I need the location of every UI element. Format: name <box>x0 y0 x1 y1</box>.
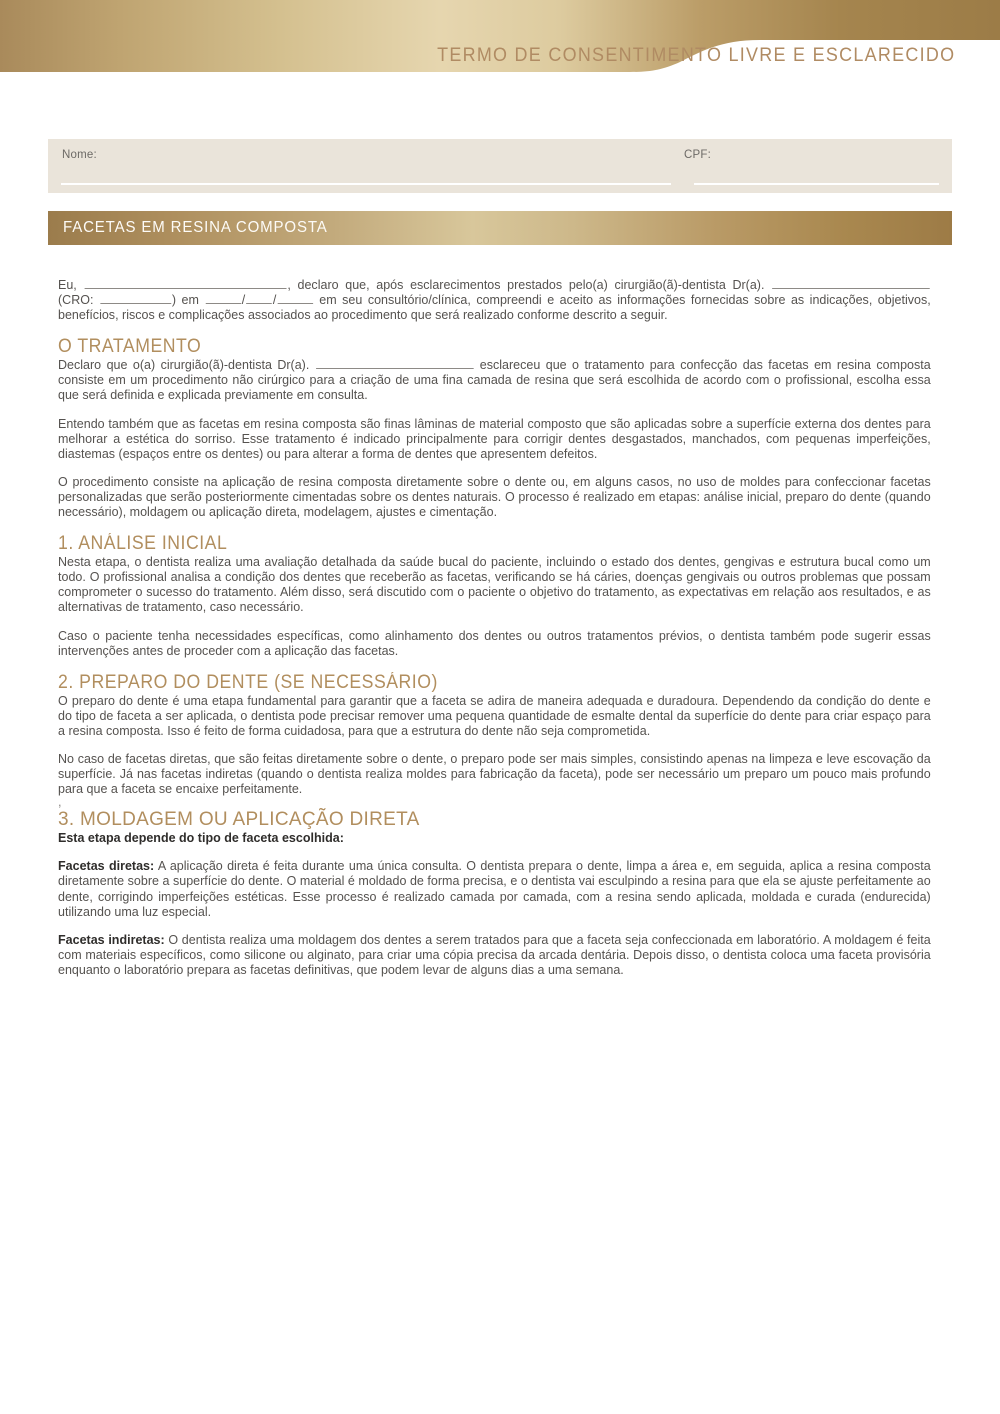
document-body <box>58 278 944 991</box>
paragraph-facetas-indiretas <box>58 933 931 978</box>
tratamento-1-pre: Declaro que o(a) cirurgião(ã)-dentista Dr(a). <box>58 358 310 373</box>
blank-ano[interactable] <box>277 293 312 304</box>
facetas-diretas-label: Facetas diretas: <box>58 859 155 874</box>
heading-preparo-do-dente: 2. PREPARO DO DENTE (SE NECESSÁRIO) <box>58 671 438 693</box>
blank-nome[interactable] <box>84 278 286 289</box>
moldagem-lead-text <box>58 831 931 846</box>
intro-part-3: (CRO: <box>58 293 94 308</box>
intro-paragraph: Eu, , declaro que, após esclarecimentos prestados pelo(a) cirurgião(ã)-dentista Dr(a). (CRO: ) em / / em seu consultório/clínica, compreendi e aceito as informações fornecidas sobre as indicações, objetivos, benefícios, riscos e complicações associados ao procedimento que será realizado conforme descrito a seguir. <box>58 278 931 323</box>
intro-part-1: Eu, <box>58 278 77 292</box>
tratamento-1-post: esclareceu que o tratamento para confecção das facetas em resina composta consiste em um procedimento não cirúrgico para a criação de uma fina camada de resina que será escolhida de acordo com o profissional, escolha essa que será definida e explicada previamente em consulta. <box>58 358 931 403</box>
identification-box <box>48 139 952 193</box>
facetas-indiretas-label: Facetas indiretas: <box>58 932 165 947</box>
cpf-input-line[interactable] <box>694 183 939 185</box>
paragraph-facetas-diretas <box>58 859 931 919</box>
paragraph-analise-2: Caso o paciente tenha necessidades específicas, como alinhamento dos dentes ou outros tratamentos prévios, o dentista também pode sugerir essas intervenções antes de proceder com a aplicação das facetas. <box>58 628 931 658</box>
blank-dia[interactable] <box>205 293 240 304</box>
blank-mes[interactable] <box>246 293 272 304</box>
heading-moldagem-aplicacao: 3. MOLDAGEM OU APLICAÇÃO DIRETA <box>58 809 420 831</box>
stray-comma-artifact: , <box>58 795 62 810</box>
intro-part-5: em seu consultório/clínica, compreendi e aceito as informações fornecidas sobre as indicações, objetivos, benefícios, riscos e complicações associados ao procedimento que será realizado conforme descrito a seguir. <box>58 293 931 323</box>
facetas-indiretas-text: O dentista realiza uma moldagem dos dentes a serem tratados para que a faceta seja confeccionada em laboratório. A moldagem é feita com materiais específicos, como silicone ou alginato, para criar uma cópia precisa da arcada dentária. Depois disso, o dentista coloca uma faceta provisória enquanto o laboratório prepara as facetas definitivas, que podem levar de alguns dias a uma semana. <box>58 932 931 977</box>
blank-dentista-2[interactable] <box>316 358 474 369</box>
blank-cro[interactable] <box>100 293 171 304</box>
intro-part-2: , declaro que, após esclarecimentos prestados pelo(a) cirurgião(ã)-dentista Dr(a). <box>287 278 765 292</box>
heading-o-tratamento: O TRATAMENTO <box>58 336 202 358</box>
moldagem-lead-bold: Esta etapa depende do tipo de faceta escolhida: <box>58 831 344 846</box>
paragraph-preparo-1: O preparo do dente é uma etapa fundamental para garantir que a faceta se adira de maneira adequada e duradoura. Dependendo da condição do dente e do tipo de faceta a ser aplicada, o dentista pode precisar remover uma pequena quantidade de esmalte dental da superfície do dente para criar espaço para a resina composta. Isso é feito de forma cuidadosa, para que a estrutura do dente não seja comprometida. <box>58 693 931 738</box>
intro-part-4: ) em <box>171 293 199 308</box>
procedure-title-bar <box>48 211 952 245</box>
nome-label: Nome: <box>62 149 97 161</box>
header-banner <box>0 0 1000 90</box>
paragraph-tratamento-2: Entendo também que as facetas em resina composta são finas lâminas de material composto que são aplicadas sobre a superfície externa dos dentes para melhorar a estética do sorriso. Esse tratamento é indicado principalmente para corrigir dentes desgastados, manchados, com pequenas imperfeições, diastemas (espaços entre os dentes) ou para alterar a forma de dentes que apresentem defeitos. <box>58 416 931 461</box>
procedure-title: FACETAS EM RESINA COMPOSTA <box>63 219 328 236</box>
paragraph-preparo-2: No caso de facetas diretas, que são feitas diretamente sobre o dente, o preparo pode ser mais simples, consistindo apenas na limpeza e leve escovação da superfície. Já nas facetas indiretas (quando o dentista realiza moldes para fabricação da faceta), pode ser necessário um preparo um pouco mais profundo para que a faceta se encaixe perfeitamente. <box>58 751 931 797</box>
paragraph-analise-1: Nesta etapa, o dentista realiza uma avaliação detalhada da saúde bucal do paciente, incluindo o estado dos dentes, gengivas e estrutura bucal como um todo. O profissional analisa a condição dos dentes que receberão as facetas, verificando se há cáries, doenças gengivais ou outros problemas que possam comprometer o sucesso do tratamento. Além disso, será discutido com o paciente o objetivo do tratamento, as expectativas em relação aos resultados, e as alternativas de tratamento, caso necessário. <box>58 555 931 615</box>
cpf-label: CPF: <box>684 149 711 161</box>
facetas-diretas-text: A aplicação direta é feita durante uma única consulta. O dentista prepara o dente, limpa a área e, em seguida, aplica a resina composta diretamente sobre a superfície do dente. O material é moldado de forma precisa, e o dentista vai esculpindo a resina para que ela se ajuste perfeitamente ao dente, corrigindo imperfeições estéticas. Esse processo é realizado camada por camada, com a resina sendo aplicada, moldada e curada (endurecida) utilizando uma luz especial. <box>58 859 931 919</box>
paragraph-tratamento-1 <box>58 358 931 403</box>
document-title: TERMO DE CONSENTIMENTO LIVRE E ESCLARECIDO <box>436 44 955 66</box>
paragraph-tratamento-3: O procedimento consiste na aplicação de resina composta diretamente sobre o dente ou, em alguns casos, no uso de moldes para confeccionar facetas personalizadas que serão posteriormente cimentadas sobre os dentes naturais. O processo é realizado em etapas: análise inicial, preparo do dente (quando necessário), moldagem ou aplicação direta, modelagem, ajustes e cimentação. <box>58 474 931 520</box>
blank-dentista[interactable] <box>772 278 930 289</box>
nome-input-line[interactable] <box>61 183 671 185</box>
heading-analise-inicial: 1. ANÁLISE INICIAL <box>58 533 228 555</box>
